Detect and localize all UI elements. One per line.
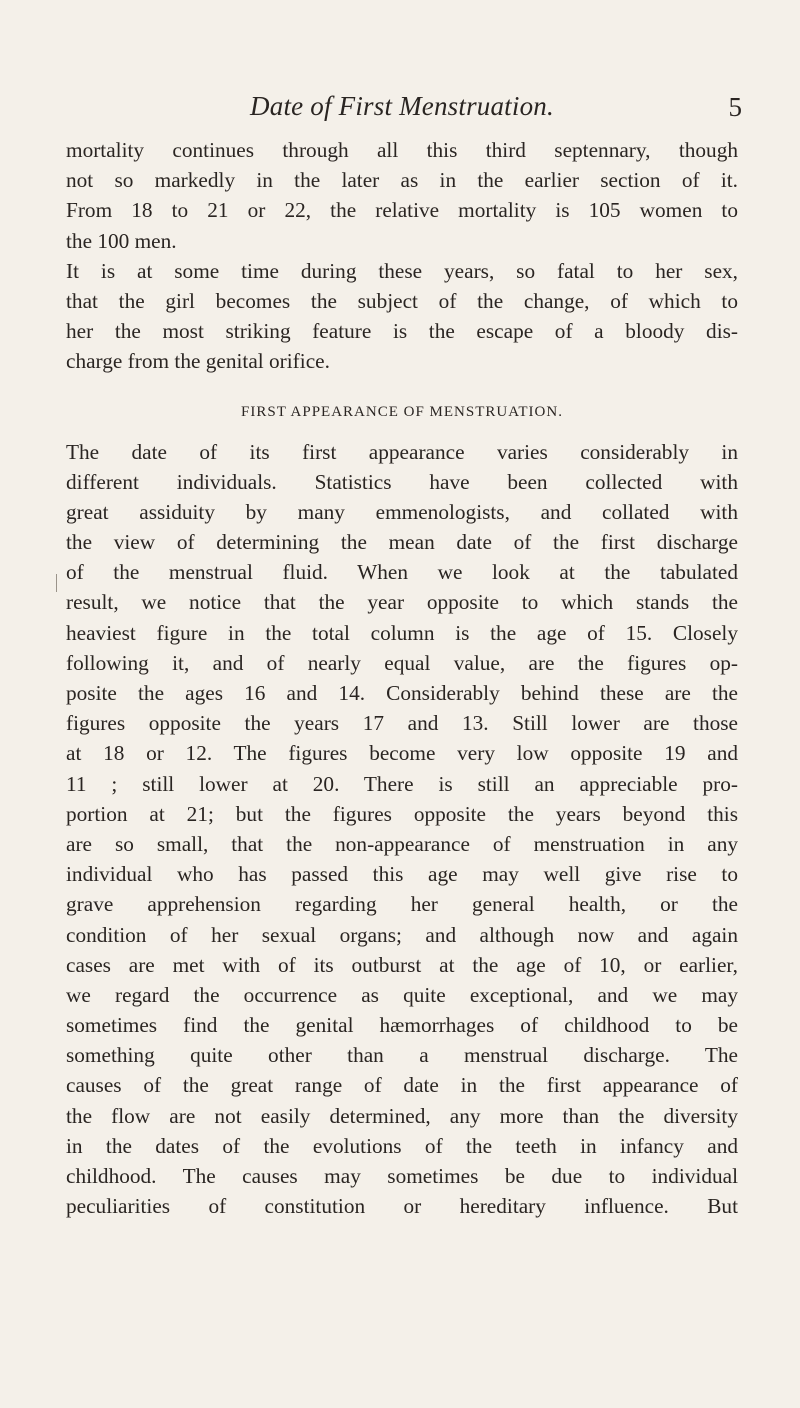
text-line: sometimes find the genital hæmorrhages of childhood to be — [66, 1013, 738, 1038]
page-number: 5 — [728, 92, 742, 122]
margin-mark — [56, 574, 57, 592]
paragraph — [66, 256, 738, 377]
text-line: From 18 to 21 or 22, the relative mortality is 105 women to — [66, 198, 738, 223]
text-line: not so markedly in the later as in the earlier section of it. — [66, 168, 738, 193]
text-line: charge from the genital orifice. — [66, 349, 330, 374]
text-line: grave apprehension regarding her general health, or the — [66, 892, 738, 917]
text-line: great assiduity by many emmenologists, and collated with — [66, 499, 738, 524]
text-line: in the dates of the evolutions of the teeth in infancy and — [66, 1133, 738, 1158]
text-line: different individuals. Statistics have been collected with — [66, 469, 738, 494]
text-line: causes of the great range of date in the first appearance of — [66, 1073, 738, 1098]
text-line: individual who has passed this age may well give rise to — [66, 862, 738, 887]
text-line: The date of its first appearance varies considerably in — [66, 439, 738, 464]
text-line: are so small, that the non-appearance of menstruation in any — [66, 831, 738, 856]
text-line: the view of determining the mean date of the first discharge — [66, 530, 738, 555]
section-heading: FIRST APPEARANCE OF MENSTRUATION. — [241, 403, 563, 420]
paragraph — [66, 437, 738, 1222]
paragraph — [66, 135, 738, 256]
running-head — [66, 86, 742, 126]
text-line: that the girl becomes the subject of the change, of which to — [66, 288, 738, 313]
text-line: we regard the occurrence as quite exceptional, and we may — [66, 982, 738, 1007]
text-line: the flow are not easily determined, any more than the diversity — [66, 1103, 738, 1128]
text-line: of the menstrual fluid. When we look at the tabulated — [66, 560, 738, 585]
text-line: cases are met with of its outburst at the age of 10, or earlier, — [66, 952, 738, 977]
text-line: following it, and of nearly equal value, are the figures op- — [66, 650, 738, 675]
text-line: posite the ages 16 and 14. Considerably behind these are the — [66, 681, 738, 705]
text-line: figures opposite the years 17 and 13. Still lower are those — [66, 711, 738, 736]
text-line: It is at some time during these years, so fatal to her sex, — [66, 258, 738, 283]
text-line: result, we notice that the year opposite to which stands the — [66, 590, 738, 615]
text-line: her the most striking feature is the escape of a bloody dis- — [66, 319, 738, 344]
text-line: childhood. The causes may sometimes be due to individual — [66, 1164, 738, 1188]
text-line: heaviest figure in the total column is the age of 15. Closely — [66, 620, 738, 645]
text-line: peculiarities of constitution or hereditary influence. But — [66, 1194, 738, 1219]
text-line: 11 ; still lower at 20. There is still an appreciable pro- — [66, 771, 738, 796]
text-line: something quite other than a menstrual discharge. The — [66, 1043, 738, 1068]
text-line: the 100 men. — [66, 228, 177, 253]
text-line: at 18 or 12. The figures become very low opposite 19 and — [66, 741, 738, 766]
text-line: condition of her sexual organs; and although now and again — [66, 922, 738, 947]
running-title: Date of First Menstruation. — [250, 91, 554, 121]
text-line: mortality continues through all this third septennary, though — [66, 138, 738, 162]
body-text — [66, 135, 738, 1221]
text-line: portion at 21; but the figures opposite the years beyond this — [66, 801, 738, 826]
